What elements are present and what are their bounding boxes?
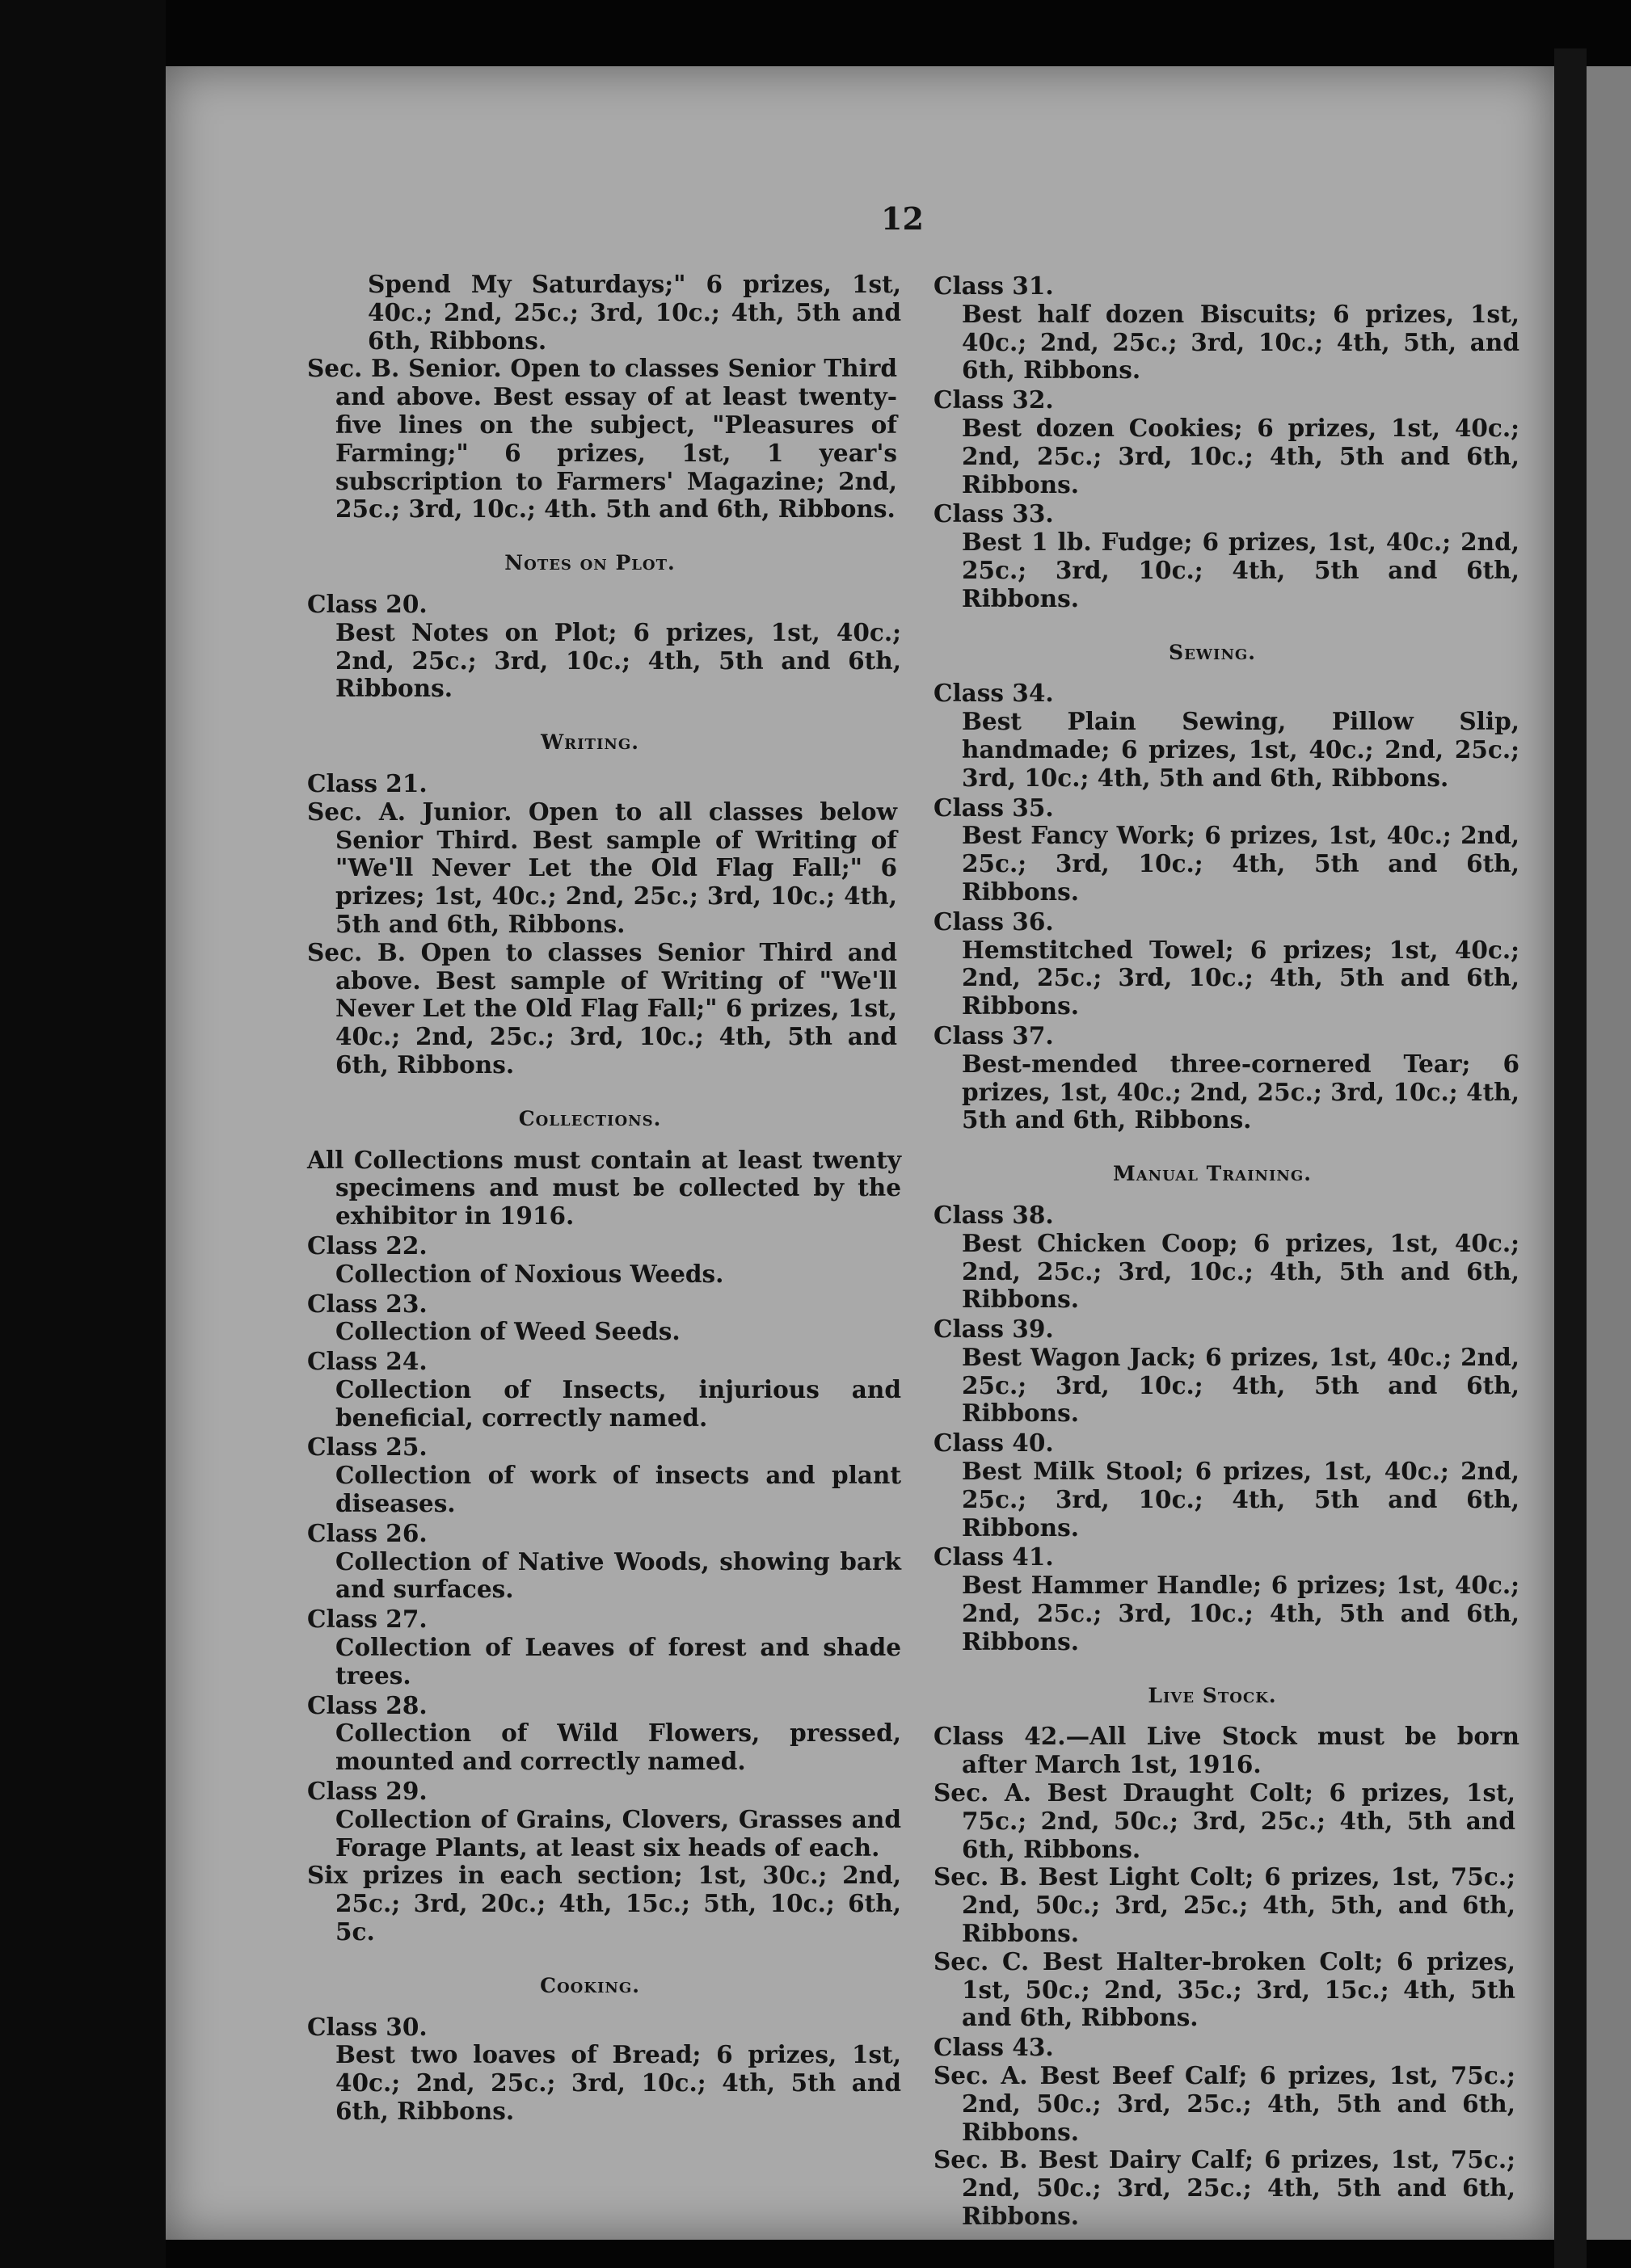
class-label: Class 27. <box>307 1605 428 1634</box>
class-label: Class 25. <box>307 1433 428 1462</box>
class-label: Class 20. <box>307 589 428 618</box>
class-label: Class 23. <box>307 1289 428 1318</box>
section-heading: Collections. <box>518 1106 662 1130</box>
entry-text: Best-mended three-cornered Tear; 6 prizes, 1st, 40c.; 2nd, 25c.; 3rd, 10c.; 4th, 5th and 6th, Ribbons. <box>962 1049 1519 1134</box>
section-entry: Sec. B. Best Dairy Calf; 6 prizes, 1st, 75c.; 2nd, 50c.; 3rd, 25c.; 4th, 5th and 6th, Ribbons. <box>934 2145 1515 2230</box>
section-entry: Sec. A. Junior. Open to all classes below Senior Third. Best sample of Writing of "We'll Never Let the Old Flag Fall;" 6 prizes; 1st, 40c.; 2nd, 25c.; 3rd, 10c.; 4th, 5th and 6th, Ribbons. <box>307 797 897 938</box>
entry-text: Best Milk Stool; 6 prizes, 1st, 40c.; 2nd, 25c.; 3rd, 10c.; 4th, 5th and 6th, Ribbons. <box>962 1457 1519 1542</box>
right-column <box>905 271 1519 2231</box>
entry-text: Collection of Wild Flowers, pressed, mounted and correctly named. <box>335 1719 901 1776</box>
class-label: Class 34. <box>934 679 1054 708</box>
class-label: Class 37. <box>934 1020 1054 1050</box>
entry-text: Collection of Noxious Weeds. <box>335 1259 724 1288</box>
class-label: Class 36. <box>934 907 1054 936</box>
class-label: Class 31. <box>934 271 1054 300</box>
continued-text: Spend My Saturdays;" 6 prizes, 1st, 40c.; 2nd, 25c.; 3rd, 10c.; 4th, 5th and 6th, Ribbons. <box>368 270 901 355</box>
note-paragraph: Class 42.—All Live Stock must be born after March 1st, 1916. <box>934 1722 1519 1779</box>
class-label: Class 29. <box>307 1777 428 1806</box>
class-label: Class 26. <box>307 1518 428 1547</box>
class-label: Class 30. <box>307 2012 428 2041</box>
note-paragraph: Six prizes in each section; 1st, 30c.; 2nd, 25c.; 3rd, 20c.; 4th, 15c.; 5th, 10c.; 6th, 5c. <box>307 1861 901 1946</box>
class-label: Class 28. <box>307 1690 428 1719</box>
class-label: Class 39. <box>934 1315 1054 1344</box>
entry-text: Best half dozen Biscuits; 6 prizes, 1st, 40c.; 2nd, 25c.; 3rd, 10c.; 4th, 5th, and 6th, Ribbons. <box>962 299 1519 385</box>
class-label: Class 24. <box>307 1347 428 1376</box>
entry-text: Best Wagon Jack; 6 prizes, 1st, 40c.; 2nd, 25c.; 3rd, 10c.; 4th, 5th and 6th, Ribbons. <box>962 1342 1519 1428</box>
section-heading: Cooking. <box>540 1973 640 1997</box>
section-heading: Live Stock. <box>1148 1683 1277 1707</box>
left-column <box>279 271 901 2126</box>
entry-text: Best Hammer Handle; 6 prizes; 1st, 40c.; 2nd, 25c.; 3rd, 10c.; 4th, 5th and 6th, Ribbons. <box>962 1571 1519 1656</box>
section-entry: Sec. B. Best Light Colt; 6 prizes, 1st, 75c.; 2nd, 50c.; 3rd, 25c.; 4th, 5th, and 6th, Ribbons. <box>934 1862 1515 1948</box>
entry-text: Best 1 lb. Fudge; 6 prizes, 1st, 40c.; 2nd, 25c.; 3rd, 10c.; 4th, 5th and 6th, Ribbons. <box>962 528 1519 612</box>
entry-text: Best dozen Cookies; 6 prizes, 1st, 40c.; 2nd, 25c.; 3rd, 10c.; 4th, 5th and 6th, Ribbons. <box>962 413 1519 499</box>
class-label: Class 32. <box>934 385 1054 414</box>
entry-text: Best Fancy Work; 6 prizes, 1st, 40c.; 2nd, 25c.; 3rd, 10c.; 4th, 5th and 6th, Ribbons. <box>962 821 1519 906</box>
section-entry: Sec. A. Best Beef Calf; 6 prizes, 1st, 75c.; 2nd, 50c.; 3rd, 25c.; 4th, 5th and 6th, Ribbons. <box>934 2061 1515 2146</box>
page-number: 12 <box>881 200 924 237</box>
section-heading: Sewing. <box>1169 640 1256 664</box>
class-label: Class 40. <box>934 1429 1054 1458</box>
class-label: Class 38. <box>934 1200 1054 1229</box>
next-page-edge <box>1587 66 1631 2240</box>
class-label: Class 21. <box>307 768 428 797</box>
scan-left-margin <box>0 0 166 2268</box>
class-label: Class 33. <box>934 499 1054 528</box>
class-label: Class 35. <box>934 793 1054 822</box>
page-gutter <box>1554 48 1587 2268</box>
entry-text: Hemstitched Towel; 6 prizes; 1st, 40c.; 2nd, 25c.; 3rd, 10c.; 4th, 5th and 6th, Ribbons. <box>962 935 1519 1020</box>
entry-text: Collection of Native Woods, showing bark and surfaces. <box>335 1546 901 1604</box>
entry-text: Best Chicken Coop; 6 prizes, 1st, 40c.; 2nd, 25c.; 3rd, 10c.; 4th, 5th and 6th, Ribbons. <box>962 1228 1519 1314</box>
entry-text: Best two loaves of Bread; 6 prizes, 1st, 40c.; 2nd, 25c.; 3rd, 10c.; 4th, 5th and 6th, Ribbons. <box>335 2040 901 2126</box>
class-label: Class 41. <box>934 1542 1054 1572</box>
note-paragraph: All Collections must contain at least twenty specimens and must be collected by the exhibitor in 1916. <box>307 1145 901 1231</box>
entry-text: Collection of Weed Seeds. <box>335 1317 681 1346</box>
section-heading: Manual Training. <box>1113 1162 1312 1186</box>
section-entry: Sec. C. Best Halter-broken Colt; 6 prizes, 1st, 50c.; 2nd, 35c.; 3rd, 15c.; 4th, 5th and 6th, Ribbons. <box>934 1946 1515 2032</box>
section-entry: Sec. B. Senior. Open to classes Senior Third and above. Best essay of at least twenty-five lines on the subject, "Pleasures of Farming;" 6 prizes, 1st, 1 year's subscription to Farmers' Magazine; 2nd, 25c.; 3rd, 10c.; 4th. 5th and 6th, Ribbons. <box>307 354 897 524</box>
class-label: Class 43. <box>934 2033 1054 2062</box>
entry-text: Collection of work of insects and plant diseases. <box>335 1461 901 1518</box>
class-label: Class 22. <box>307 1231 428 1260</box>
section-entry: Sec. A. Best Draught Colt; 6 prizes, 1st, 75c.; 2nd, 50c.; 3rd, 25c.; 4th, 5th and 6th, Ribbons. <box>934 1778 1515 1863</box>
entry-text: Best Notes on Plot; 6 prizes, 1st, 40c.; 2nd, 25c.; 3rd, 10c.; 4th, 5th and 6th, Ribbons. <box>335 617 901 703</box>
section-heading: Notes on Plot. <box>504 551 676 575</box>
entry-text: Collection of Insects, injurious and beneficial, correctly named. <box>335 1374 901 1432</box>
section-heading: Writing. <box>541 730 639 755</box>
entry-text: Best Plain Sewing, Pillow Slip, handmade; 6 prizes, 1st, 40c.; 2nd, 25c.; 3rd, 10c.; 4th, 5th and 6th, Ribbons. <box>962 707 1519 792</box>
entry-text: Collection of Leaves of forest and shade trees. <box>335 1633 901 1689</box>
entry-text: Collection of Grains, Clovers, Grasses and Forage Plants, at least six heads of each. <box>335 1804 901 1862</box>
section-entry: Sec. B. Open to classes Senior Third and above. Best sample of Writing of "We'll Never Let the Old Flag Fall;" 6 prizes, 1st, 40c.; 2nd, 25c.; 3rd, 10c.; 4th, 5th and 6th, Ribbons. <box>307 937 897 1079</box>
